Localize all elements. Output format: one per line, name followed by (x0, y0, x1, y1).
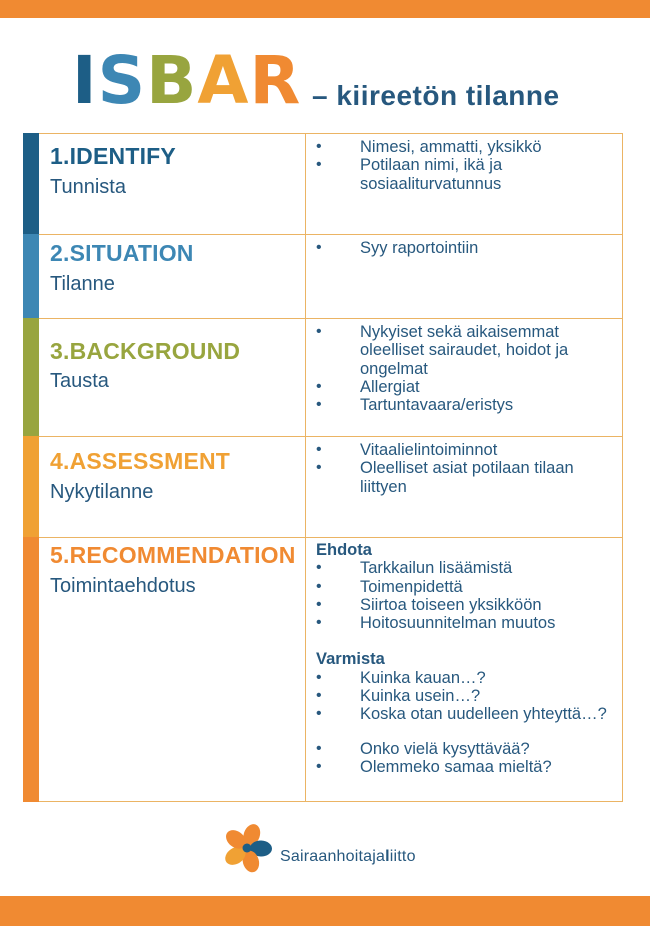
bullet-icon: • (316, 595, 322, 613)
list-item-text: Oleelliset asiat potilaan tilaan liittyen (360, 459, 574, 496)
row-color-bar (23, 133, 39, 235)
list-item-text: Tartuntavaara/eristys (360, 396, 514, 415)
bullet-icon: • (316, 138, 322, 155)
brand-text-bold: l (385, 848, 390, 865)
bullet-list (316, 541, 621, 776)
row-color-bar (23, 318, 39, 437)
row-label-cell (39, 437, 306, 537)
row-heading: 3.BACKGROUND (50, 338, 241, 364)
bullet-icon: • (316, 323, 322, 340)
title-letter-a: A (197, 42, 250, 119)
list-item (316, 459, 621, 496)
bullet-icon: • (316, 441, 322, 458)
flower-logo-icon (221, 822, 273, 874)
bullet-list (316, 441, 621, 496)
group-label-varmista: Varmista (316, 650, 385, 669)
bullet-list (316, 239, 621, 257)
isbar-letters (72, 42, 302, 119)
brand-text-pre: Sairaanhoitaja (280, 848, 386, 865)
list-item (316, 669, 621, 687)
bullet-list (316, 323, 621, 414)
brand-text-post: iitto (389, 848, 416, 865)
top-orange-band (0, 0, 650, 18)
list-item-text: Nykyiset sekä aikaisemmat oleelliset sairaudet, hoidot ja ongelmat (360, 323, 569, 378)
row-label-cell (39, 235, 306, 318)
row-label-cell (39, 134, 306, 234)
row-content-cell (306, 437, 623, 537)
row-content-cell (306, 235, 623, 318)
bullet-icon: • (316, 577, 322, 595)
bullet-icon: • (316, 705, 322, 723)
bullet-icon: • (316, 614, 322, 632)
row-background (23, 319, 623, 437)
row-subheading: Tausta (50, 370, 109, 392)
bullet-icon: • (316, 239, 322, 256)
row-subheading: Tilanne (50, 273, 115, 295)
list-item-text: Nimesi, ammatti, yksikkö (360, 138, 542, 156)
list-item (316, 396, 621, 414)
row-subheading: Tunnista (50, 176, 126, 198)
title-letter-i: I (72, 42, 98, 119)
list-item (316, 614, 621, 632)
group-label-ehdota: Ehdota (316, 541, 372, 559)
row-heading: 4.ASSESSMENT (50, 448, 231, 474)
row-heading: 2.SITUATION (50, 240, 194, 266)
list-item-text: Kuinka kauan…? (360, 668, 486, 687)
list-item-text: Syy raportointiin (360, 239, 479, 257)
list-item-text: Tarkkailun lisäämistä (360, 559, 513, 578)
list-item (316, 758, 621, 776)
list-item (316, 559, 621, 577)
isbar-table (23, 133, 623, 802)
list-item (316, 323, 621, 378)
row-color-bar (23, 436, 39, 538)
title-letter-s: S (97, 42, 147, 119)
bottom-orange-band (0, 896, 650, 926)
row-color-bar (23, 537, 39, 802)
list-item (316, 138, 621, 156)
list-item-text: Allergiat (360, 377, 420, 396)
title-letter-b: B (146, 42, 198, 119)
row-heading: 1.IDENTIFY (50, 143, 176, 169)
bullet-icon: • (316, 156, 322, 174)
list-item-text: Kuinka usein…? (360, 687, 481, 706)
list-item-text: Onko vielä kysyttävää? (360, 739, 530, 758)
row-situation (23, 235, 623, 319)
list-item-text: Siirtoa toiseen yksikköön (360, 595, 542, 614)
list-item (316, 740, 621, 758)
list-item (316, 156, 621, 193)
row-content-cell (306, 538, 623, 801)
bullet-icon: • (316, 459, 322, 477)
list-item (316, 378, 621, 396)
list-item-text: Hoitosuunnitelman muutos (360, 614, 556, 633)
list-item (316, 578, 621, 596)
list-item-text: Koska otan uudelleen yhteyttä…? (360, 705, 607, 724)
isbar-title (72, 42, 302, 119)
bullet-list (316, 138, 621, 193)
title-letter-r: R (249, 42, 302, 119)
row-color-bar (23, 234, 39, 319)
list-item (316, 596, 621, 614)
page-subtitle: – kiireetön tilanne (312, 80, 560, 111)
list-item (316, 441, 621, 459)
brand-name (280, 848, 416, 866)
bullet-icon: • (316, 559, 322, 577)
list-item (316, 705, 621, 723)
list-item-text: Olemmeko samaa mieltä? (360, 757, 552, 776)
row-subheading: Nykytilanne (50, 481, 154, 503)
list-item (316, 687, 621, 705)
row-content-cell (306, 319, 623, 436)
list-item (316, 239, 621, 257)
row-identify (23, 133, 623, 235)
bullet-icon: • (316, 739, 322, 757)
list-item-text: Toimenpidettä (360, 577, 463, 596)
row-assessment (23, 437, 623, 538)
bullet-icon: • (316, 668, 322, 686)
bullet-icon: • (316, 687, 322, 705)
row-recommendation (23, 538, 623, 802)
spacer (316, 724, 621, 740)
bullet-icon: • (316, 396, 322, 414)
list-item-text: Potilaan nimi, ikä ja sosiaaliturvatunnus (360, 156, 503, 193)
row-content-cell (306, 134, 623, 234)
bullet-icon: • (316, 377, 322, 395)
spacer (316, 632, 621, 650)
row-label-cell (39, 538, 306, 801)
row-heading: 5.RECOMMENDATION (50, 542, 296, 568)
list-item-text: Vitaalielintoiminnot (360, 441, 498, 459)
row-label-cell (39, 319, 306, 436)
bullet-icon: • (316, 757, 322, 775)
row-subheading: Toimintaehdotus (50, 575, 196, 597)
